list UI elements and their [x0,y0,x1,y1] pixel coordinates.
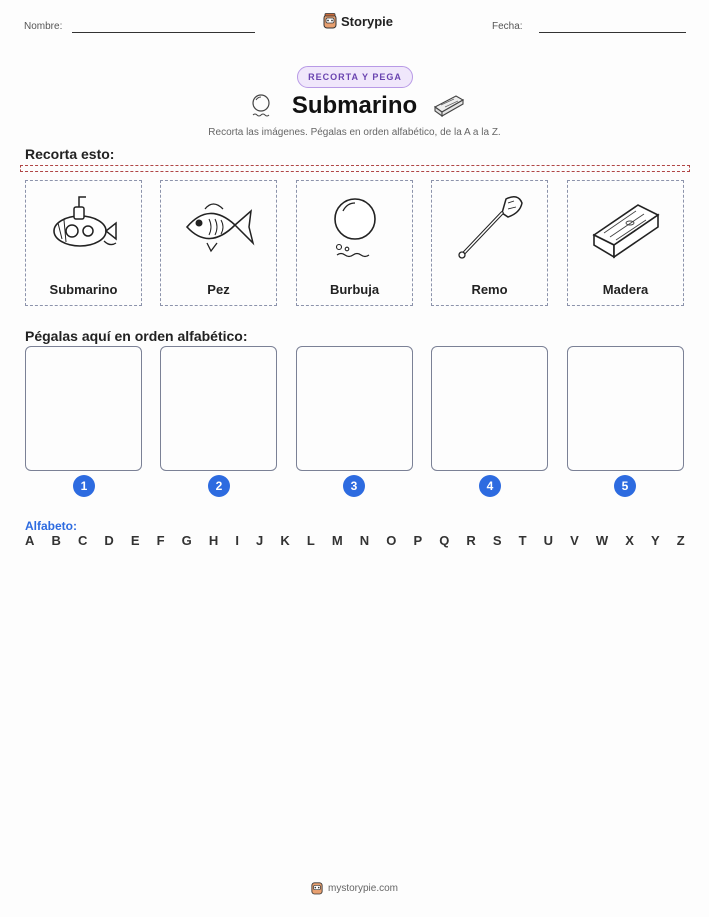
card-label: Remo [471,282,508,297]
letter: K [280,533,290,548]
name-label: Nombre: [24,21,63,32]
fish-icon [179,189,259,269]
activity-badge: RECORTA Y PEGA [297,66,413,88]
paste-slot-5[interactable] [567,346,684,471]
letter: F [156,533,165,548]
letter: S [492,533,502,548]
cut-card-burbuja[interactable] [296,180,413,306]
paste-slot-3[interactable] [296,346,413,471]
oar-icon [450,189,530,269]
letter: U [543,533,554,548]
letter: C [77,533,88,548]
storypie-mascot-icon [323,13,337,29]
cut-line [20,165,690,172]
storypie-mascot-icon [311,881,323,895]
slot-number-2: 2 [208,475,230,497]
letter: A [25,533,35,548]
cut-card-remo[interactable] [431,180,548,306]
letter: V [570,533,579,548]
slot-number-1: 1 [73,475,95,497]
footer-site[interactable]: mystorypie.com [327,882,398,894]
letter: D [104,533,114,548]
page-title: Submarino [291,92,418,119]
letter: E [130,533,140,548]
cut-heading: Recorta esto: [25,146,115,162]
slot-number-5: 5 [614,475,636,497]
letter: P [413,533,423,548]
brand-logo [323,13,393,29]
card-label: Submarino [49,282,118,297]
alphabet-heading: Alfabeto: [25,519,77,533]
cut-card-pez[interactable] [160,180,277,306]
cut-card-madera[interactable] [567,180,684,306]
card-label: Pez [207,282,230,297]
instructions: Recorta las imágenes. Pégalas en orden alfabético, de la A a la Z. [208,127,501,138]
letter: X [625,533,634,548]
letter: G [181,533,192,548]
brand-name: Storypie [341,13,394,29]
submarine-icon [44,189,124,269]
wood-plank-icon [586,189,666,269]
letter: R [466,533,476,548]
letter: M [331,533,343,548]
paste-heading: Pégalas aquí en orden alfabético: [25,328,248,344]
letter: L [306,533,315,548]
date-field[interactable] [539,32,686,33]
letter: Z [676,533,685,548]
bubble-icon [315,189,395,269]
alphabet-row [25,533,685,548]
letter: B [51,533,61,548]
paste-slot-2[interactable] [160,346,277,471]
card-label: Madera [602,282,649,297]
letter: J [256,533,264,548]
name-field[interactable] [72,32,255,33]
card-label: Burbuja [329,282,380,297]
letter: N [359,533,370,548]
letter: I [235,533,239,548]
wood-plank-icon [432,93,466,117]
paste-slot-1[interactable] [25,346,142,471]
footer [0,881,709,895]
slot-number-3: 3 [343,475,365,497]
letter: T [518,533,527,548]
letter: Y [650,533,660,548]
cut-card-submarino[interactable] [25,180,142,306]
slot-number-4: 4 [479,475,501,497]
paste-slot-4[interactable] [431,346,548,471]
letter: H [208,533,219,548]
letter: Q [439,533,450,548]
letter: O [386,533,397,548]
date-label: Fecha: [492,21,523,32]
letter: W [595,533,609,548]
